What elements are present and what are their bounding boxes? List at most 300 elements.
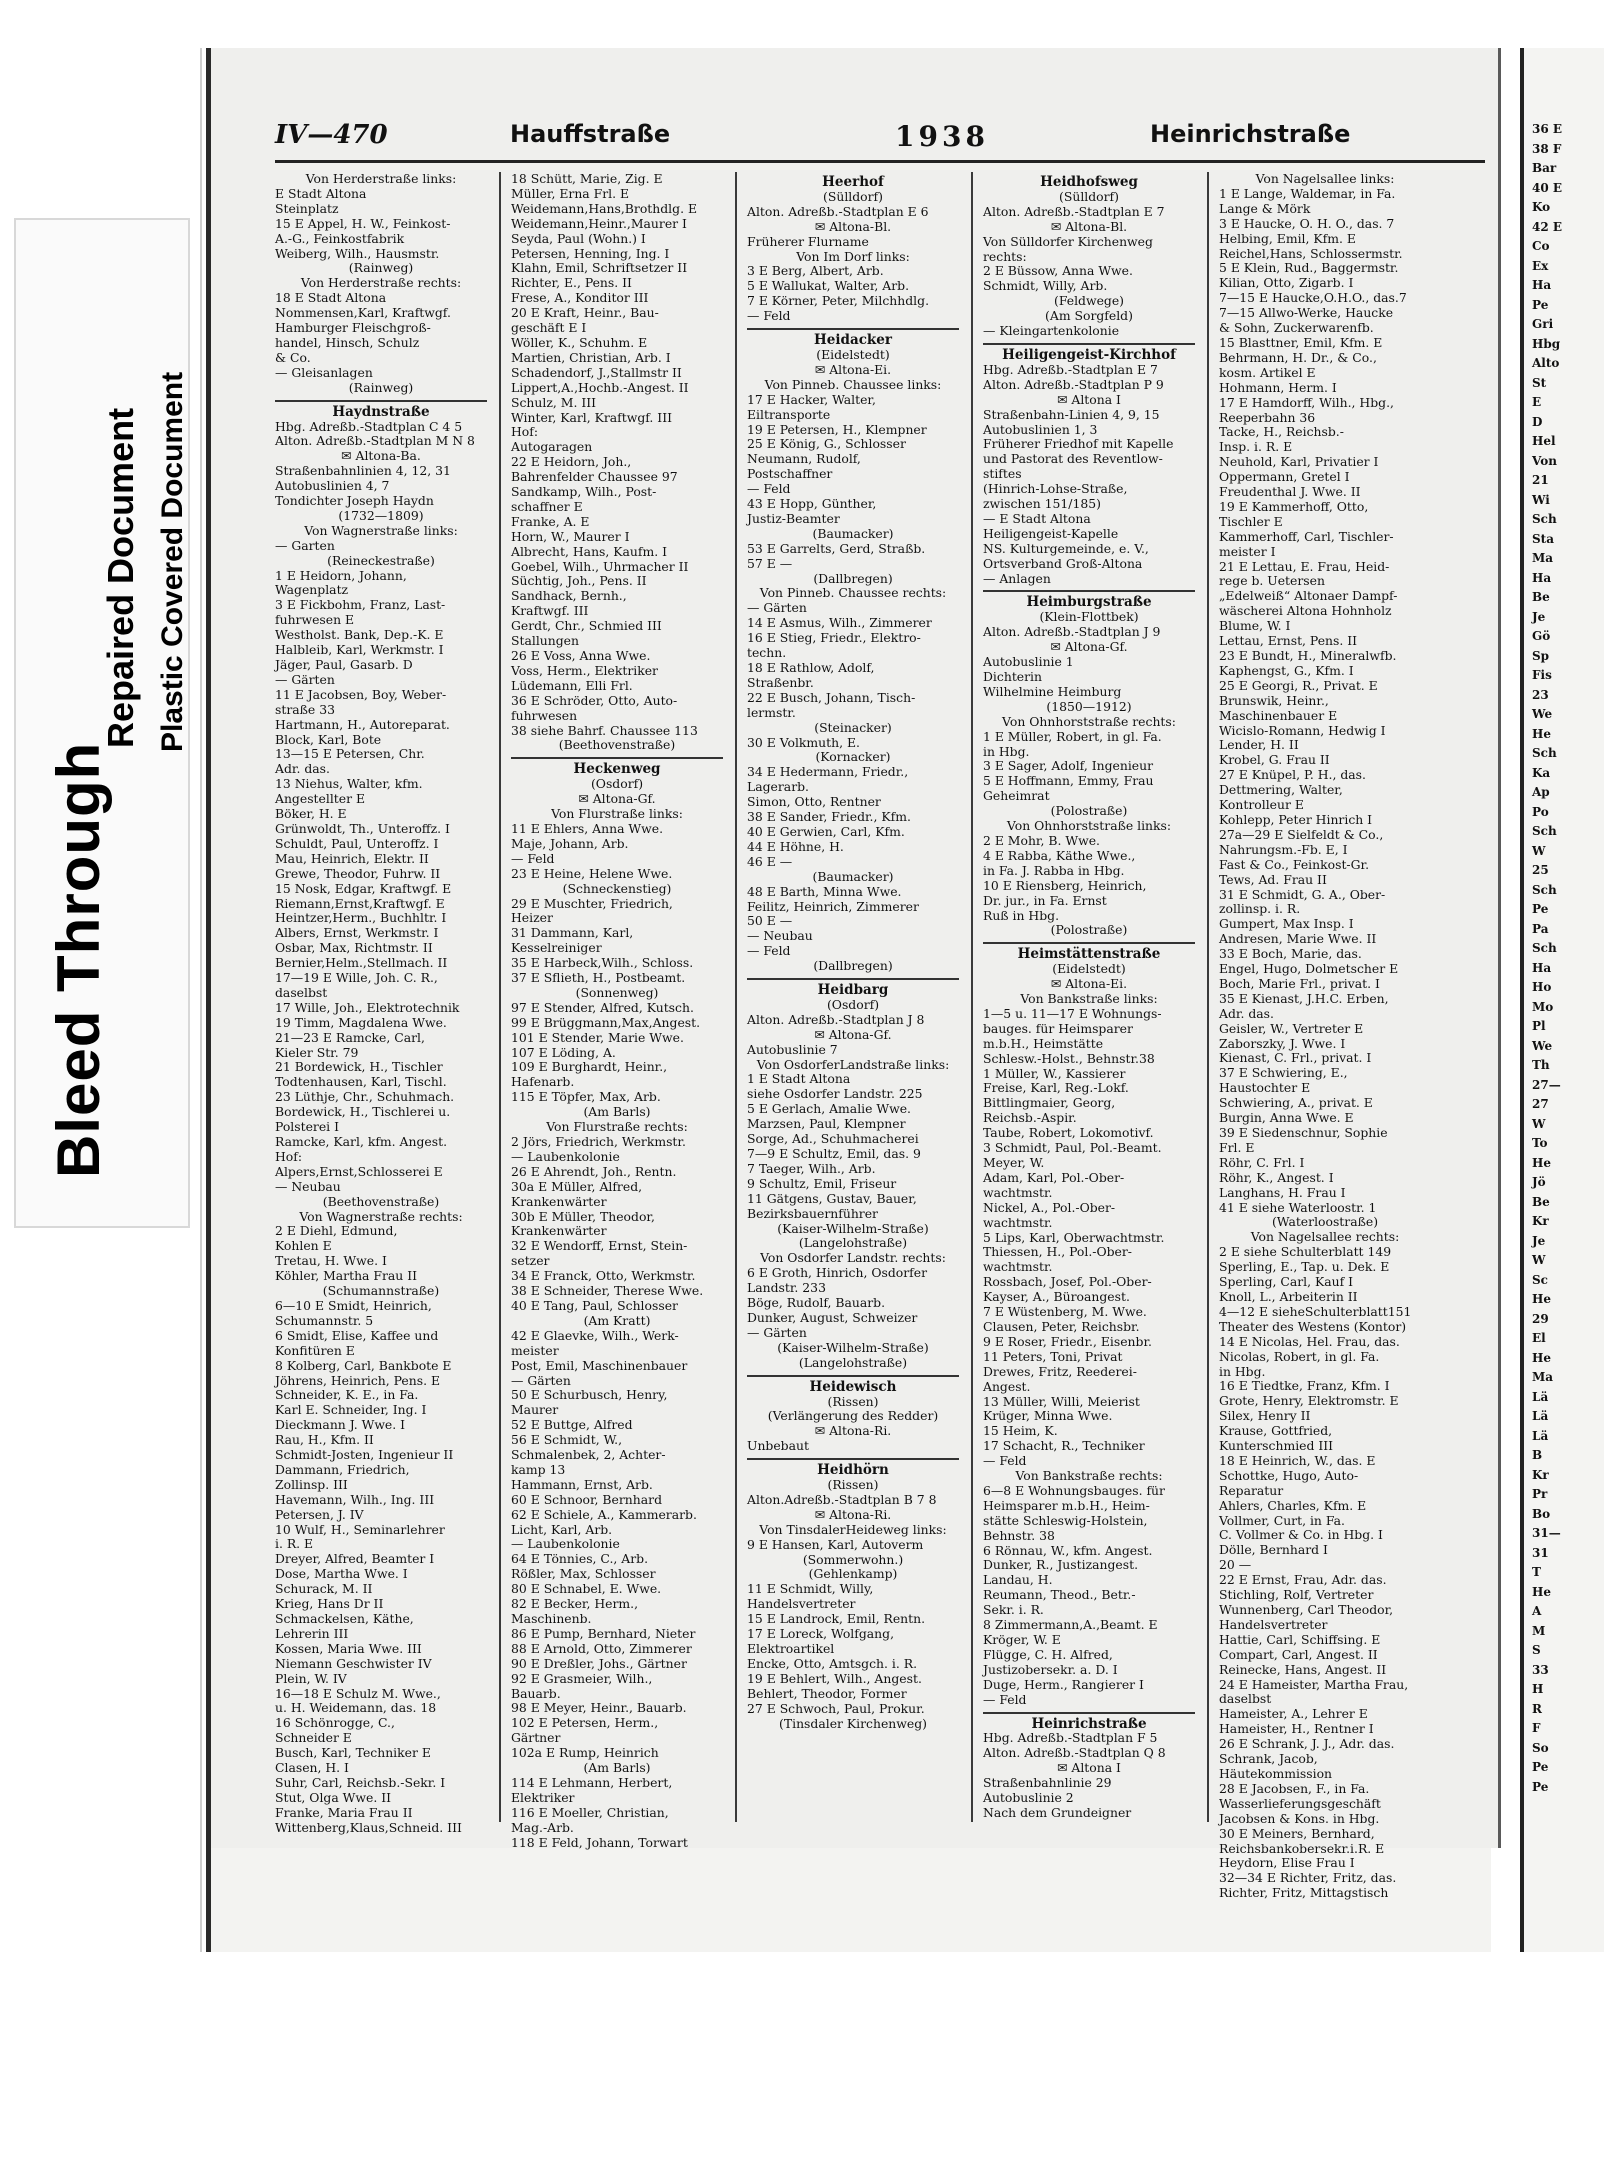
directory-entry: 7—15 E Haucke,O.H.O., das.7 (1219, 290, 1407, 306)
directory-entry: Gumpert, Max Insp. I (1219, 916, 1354, 932)
directory-entry: Lange & Mörk (1219, 200, 1311, 216)
directory-entry: 37 E Schwiering, E., (1219, 1065, 1348, 1081)
directory-entry: (Verlängerung des Redder) (767, 1408, 939, 1424)
directory-entry: Von Ohnhorststraße rechts: (1002, 713, 1176, 729)
adjacent-page-fragment: H (1532, 1682, 1544, 1696)
directory-entry: ✉ Altona-Bl. (1050, 218, 1128, 234)
directory-entry: 102 E Petersen, Herm., (511, 1715, 659, 1731)
directory-entry: (Rainweg) (348, 260, 414, 276)
directory-entry: Grünwoldt, Th., Unteroffz. I (275, 820, 450, 836)
directory-entry: Alton. Adreßb.-Stadtplan E 6 (747, 203, 929, 219)
directory-entry: (Sonnenweg) (575, 984, 659, 1000)
directory-entry: 11 E Schmidt, Willy, (747, 1581, 874, 1597)
adjacent-page-fragment: Alto (1532, 356, 1560, 370)
directory-entry: Hamburger Fleischgroß- (275, 320, 431, 336)
directory-entry: ✉ Altona-Bl. (814, 218, 892, 234)
adjacent-page-fragment: 23 (1532, 687, 1549, 702)
directory-entry: Wittenberg,Klaus,Schneid. III (275, 1819, 462, 1835)
adjacent-page-fragment: We (1532, 1038, 1553, 1053)
directory-entry: (Beethovenstraße) (322, 1193, 440, 1209)
directory-entry: Heydorn, Elise Frau I (1219, 1855, 1355, 1871)
directory-entry: Westholst. Bank, Dep.-K. E (275, 627, 444, 643)
directory-entry: 44 E Höhne, H. (747, 838, 844, 854)
directory-entry: 29 E Muschter, Friedrich, (511, 895, 673, 911)
directory-entry: stiftes (983, 466, 1022, 482)
directory-entry: 19 E Behlert, Wilh., Angest. (747, 1670, 922, 1686)
directory-entry: Alton.Adreßb.-Stadtplan B 7 8 (747, 1491, 937, 1507)
directory-entry: Kossen, Maria Wwe. III (275, 1640, 422, 1656)
street-heading: Heidbarg (817, 982, 889, 999)
directory-entry: Lender, H. II (1219, 737, 1299, 753)
directory-entry: (1850—1912) (1046, 698, 1132, 714)
directory-entry: 19 Timm, Magdalena Wwe. (275, 1014, 447, 1030)
directory-entry: Meyer, W. (983, 1155, 1045, 1170)
directory-entry: Silex, Henry II (1219, 1408, 1311, 1424)
directory-entry: Klahn, Emil, Schriftsetzer II (511, 260, 688, 276)
directory-entry: 30 E Meiners, Bernhard, (1219, 1825, 1375, 1841)
directory-entry: ✉ Altona-Gf. (578, 791, 656, 807)
directory-entry: Tretau, H. Wwe. I (275, 1253, 387, 1269)
directory-entry: 3 E Fickbohm, Franz, Last- (275, 597, 446, 613)
directory-entry: Von Herderstraße rechts: (300, 275, 462, 291)
adjacent-page-fragment: St (1532, 375, 1547, 390)
directory-entry: 9 Schultz, Emil, Friseur (747, 1175, 897, 1191)
directory-entry: (Hinrich-Lohse-Straße, (983, 481, 1128, 497)
page-number: IV—470 (275, 120, 388, 150)
directory-entry: 4—12 E sieheSchulterblatt151 (1219, 1303, 1412, 1319)
directory-entry: 40 E Gerwien, Carl, Kfm. (747, 823, 905, 839)
directory-entry: lermstr. (747, 704, 796, 720)
directory-entry: 27a—29 E Sielfeldt & Co., (1219, 826, 1384, 842)
directory-entry: daselbst (275, 984, 328, 1000)
directory-entry: 46 E — (747, 853, 793, 869)
adjacent-page-fragment: Sch (1532, 941, 1557, 955)
directory-entry: Schneider, K. E., in Fa. (275, 1387, 419, 1403)
directory-entry: Osbar, Max, Richtmstr. II (275, 940, 433, 956)
street-heading: Heerhof (822, 174, 884, 190)
adjacent-page-fragment: 27 (1532, 1097, 1549, 1111)
adjacent-page-fragment: He (1532, 1584, 1551, 1599)
directory-entry: (Osdorf) (826, 996, 880, 1012)
directory-entry: meister (511, 1342, 559, 1358)
header-street-right: Heinrichstraße (1150, 120, 1351, 148)
directory-entry: — Laubenkolonie (511, 1536, 620, 1552)
directory-entry: 7 Taeger, Wilh., Arb. (747, 1160, 876, 1176)
directory-entry: Früherer Friedhof mit Kapelle (983, 436, 1174, 452)
adjacent-page-fragment: Sch (1532, 746, 1557, 760)
directory-entry: Schumannstr. 5 (275, 1312, 374, 1328)
directory-entry: Langhans, H. Frau I (1219, 1184, 1346, 1200)
directory-entry: — Neubau (275, 1178, 341, 1194)
directory-entry: Kilian, Otto, Zigarb. I (1219, 275, 1354, 291)
directory-entry: 17 Wille, Joh., Elektrotechnik (275, 999, 460, 1015)
directory-entry: Zollinsp. III (275, 1476, 348, 1492)
directory-entry: Krause, Gottfried, (1219, 1423, 1333, 1439)
directory-entry: Von Pinneb. Chaussee links: (764, 376, 942, 392)
directory-entry: Albers, Ernst, Werkmstr. I (275, 925, 439, 941)
street-heading: Haydnstraße (332, 403, 430, 420)
directory-entry: rege b. Uetersen (1219, 573, 1325, 589)
directory-entry: 20 E Kraft, Heinr., Bau- (511, 305, 659, 321)
directory-entry: Ramcke, Karl, kfm. Angest. (275, 1134, 448, 1149)
directory-entry: Autobuslinien 4, 7 (275, 478, 390, 494)
directory-entry: Lehrerin III (275, 1625, 349, 1641)
directory-entry: 3 Schmidt, Paul, Pol.-Beamt. (983, 1140, 1162, 1156)
directory-entry: (Rainweg) (348, 379, 414, 395)
directory-entry: Kammerhoff, Carl, Tischler- (1219, 528, 1394, 544)
directory-entry: 38 siehe Bahrf. Chaussee 113 (511, 722, 698, 738)
directory-entry: (Baumacker) (812, 525, 894, 541)
directory-entry: Licht, Karl, Arb. (511, 1521, 613, 1537)
directory-entry: 80 E Schnabel, E. Wwe. (511, 1581, 662, 1597)
directory-entry: Dichterin (983, 669, 1042, 684)
directory-entry: 118 E Feld, Johann, Torwart (511, 1834, 688, 1850)
directory-entry: Jöhrens, Heinrich, Pens. E (275, 1372, 441, 1388)
directory-entry: 33 E Boch, Marie, das. (1219, 946, 1362, 962)
directory-entry: 9 E Roser, Friedr., Eisenbr. (983, 1333, 1152, 1349)
directory-entry: (Am Barls) (583, 1760, 651, 1776)
directory-entry: Engel, Hugo, Dolmetscher E (1219, 961, 1399, 977)
directory-column-3 (747, 172, 959, 1872)
directory-entry: 27 E Knüpel, P. H., das. (1219, 767, 1366, 783)
plastic-covered-stamp: Plastic Covered Document (156, 371, 189, 752)
directory-entry: Krüger, Minna Wwe. (983, 1408, 1113, 1424)
adjacent-page-fragment: S (1532, 1643, 1541, 1657)
directory-entry: Alton. Adreßb.-Stadtplan M N 8 (275, 433, 475, 449)
directory-entry: Tondichter Joseph Haydn (275, 493, 434, 509)
adjacent-page-fragment: W (1532, 1116, 1546, 1131)
directory-entry: — E Stadt Altona (983, 510, 1091, 526)
directory-entry: 109 E Burghardt, Heinr., (511, 1059, 668, 1075)
directory-entry: Clausen, Peter, Reichsbr. (983, 1318, 1140, 1334)
directory-entry: Bordewick, H., Tischlerei u. (275, 1104, 451, 1120)
directory-entry: Schottke, Hugo, Auto- (1219, 1467, 1359, 1483)
directory-entry: Schmidt-Josten, Ingenieur II (275, 1447, 454, 1463)
directory-entry: Heimsparer m.b.H., Heim- (983, 1497, 1150, 1513)
directory-entry: 40 E Tang, Paul, Schlosser (511, 1297, 678, 1313)
directory-entry: 56 E Schmidt, W., (511, 1432, 623, 1448)
directory-entry: Straßenbr. (747, 674, 814, 690)
directory-entry: Haustochter E (1219, 1080, 1311, 1096)
directory-entry: Von Herderstraße links: (305, 171, 457, 186)
directory-entry: Todtenhausen, Karl, Tischl. (275, 1074, 447, 1090)
directory-entry: 86 E Pump, Bernhard, Nieter (511, 1625, 696, 1641)
adjacent-page-fragment: Pa (1532, 921, 1549, 936)
directory-entry: Bernier,Helm.,Stellmach. II (275, 955, 448, 971)
viewer-bottom-margin (0, 1952, 1600, 2177)
directory-entry: 1 E Heidorn, Johann, (275, 567, 407, 583)
directory-entry: Jacobsen & Kons. in Hbg. (1219, 1810, 1380, 1826)
directory-entry: (Rissen) (827, 1393, 879, 1409)
directory-entry: Stut, Olga Wwe. II (275, 1789, 392, 1805)
directory-entry: 102a E Rump, Heinrich (511, 1745, 659, 1761)
directory-entry: 17—19 E Wille, Joh. C. R., (275, 970, 438, 986)
directory-entry: 107 E Löding, A. (511, 1044, 616, 1060)
directory-entry: Alton. Adreßb.-Stadtplan E 7 (983, 203, 1165, 219)
directory-entry: Brunswik, Heinr., (1219, 692, 1329, 708)
directory-entry: Krankenwärter (511, 1193, 607, 1209)
directory-entry: Von Im Dorf links: (796, 248, 910, 264)
column-divider (499, 172, 501, 1822)
directory-entry: Schrank, Jacob, (1219, 1751, 1318, 1767)
directory-entry: 23 E Heine, Helene Wwe. (511, 865, 673, 881)
directory-entry: u. H. Weidemann, das. 18 (275, 1700, 437, 1716)
directory-entry: fuhrwesen (511, 707, 578, 723)
adjacent-page-fragment: Pr (1532, 1487, 1548, 1501)
directory-entry: Grewe, Theodor, Fuhrw. II (275, 865, 441, 881)
directory-entry: Schulz, M. III (511, 394, 597, 410)
directory-entry: ✉ Altona-Gf. (814, 1026, 892, 1042)
directory-entry: Feilitz, Heinrich, Zimmerer (747, 898, 919, 914)
directory-entry: — Gärten (511, 1372, 571, 1388)
directory-entry: Postschaffner (747, 466, 833, 482)
directory-entry: Wagenplatz (275, 582, 349, 598)
directory-entry: 31 Dammann, Karl, (511, 925, 634, 941)
directory-entry: Petersen, Henning, Ing. I (511, 245, 670, 261)
directory-entry: 15 Heim, K. (983, 1423, 1058, 1439)
directory-entry: ✉ Altona I (1057, 1760, 1121, 1776)
directory-entry: siehe Osdorfer Landstr. 225 (747, 1086, 923, 1102)
directory-entry: Schmalenbek, 2, Achter- (511, 1447, 666, 1463)
repaired-document-stamp: Repaired Document (100, 407, 141, 748)
directory-entry: setzer (511, 1253, 550, 1269)
directory-entry: — Feld (983, 1453, 1027, 1469)
directory-entry: Handelsvertreter (747, 1596, 856, 1612)
directory-entry: (Waterloostraße) (1271, 1214, 1379, 1230)
directory-entry: Gärtner (511, 1730, 561, 1746)
street-heading: Heidhörn (817, 1462, 889, 1479)
directory-entry: Theater des Westens (Kontor) (1219, 1318, 1407, 1334)
directory-entry: 60 E Schnoor, Bernhard (511, 1491, 662, 1507)
directory-entry: Hameister, H., Rentner I (1219, 1721, 1374, 1737)
directory-entry: wäscherei Altona Hohnholz (1219, 603, 1392, 619)
directory-entry: Grote, Henry, Elektromstr. E (1219, 1393, 1399, 1409)
directory-entry: Reichsbankobersekr.i.R. E (1219, 1840, 1385, 1856)
header-street-left: Hauffstraße (510, 120, 671, 148)
directory-entry: 101 E Stender, Marie Wwe. (511, 1029, 684, 1045)
adjacent-page-fragment: Lä (1532, 1409, 1549, 1423)
directory-entry: 6—10 E Smidt, Heinrich, (275, 1297, 432, 1313)
section-rule (983, 1712, 1195, 1714)
adjacent-page-fragment: Kr (1532, 1467, 1549, 1482)
adjacent-page-fragment: Ha (1532, 278, 1552, 292)
directory-entry: (Am Sorgfeld) (1045, 308, 1133, 324)
directory-entry: 115 E Töpfer, Max, Arb. (511, 1089, 661, 1105)
directory-entry: A.-G., Feinkostfabrik (275, 230, 405, 246)
directory-entry: Schlesw.-Holst., Behnstr.38 (983, 1050, 1155, 1066)
street-heading: Heimburgstraße (1026, 594, 1152, 611)
directory-entry: 22 E Ernst, Frau, Adr. das. (1219, 1572, 1387, 1588)
street-heading: Heimstättenstraße (1017, 946, 1161, 963)
directory-entry: E Stadt Altona (275, 185, 367, 201)
directory-entry: Fast & Co., Feinkost-Gr. (1219, 856, 1370, 872)
directory-entry: Maurer (511, 1402, 559, 1418)
directory-entry: 41 E siehe Waterloostr. 1 (1219, 1199, 1377, 1215)
directory-entry: 11 E Ehlers, Anna Wwe. (511, 820, 664, 836)
directory-entry: Elektriker (511, 1789, 575, 1805)
directory-entry: Insp. i. R. E (1219, 439, 1293, 455)
street-heading: Heidewisch (809, 1378, 897, 1395)
section-rule (747, 978, 959, 980)
directory-entry: Heiligengeist-Kapelle (983, 525, 1119, 541)
directory-entry: 13 Müller, Willi, Meierist (983, 1393, 1140, 1409)
directory-entry: Alton. Adreßb.-Stadtplan J 9 (983, 624, 1161, 640)
directory-entry: 6 Rönnau, W., kfm. Angest. (983, 1542, 1153, 1558)
directory-entry: Geisler, W., Vertreter E (1219, 1020, 1364, 1036)
directory-entry: Bittlingmaier, Georg, (983, 1095, 1116, 1111)
directory-entry: Ruß in Hbg. (983, 907, 1060, 923)
directory-entry: und Pastorat des Reventlow- (983, 451, 1163, 467)
directory-entry: 24 E Hameister, Martha Frau, (1219, 1676, 1409, 1692)
directory-entry: 34 E Hedermann, Friedr., (747, 764, 909, 780)
adjacent-page-fragment: Sp (1532, 648, 1550, 663)
adjacent-page-fragment: Gri (1532, 317, 1554, 331)
adjacent-page-fragment: R (1532, 1701, 1542, 1716)
directory-entry: Niemann Geschwister IV (275, 1655, 432, 1671)
directory-entry: Mau, Heinrich, Elektr. II (275, 850, 429, 866)
directory-entry: 30a E Müller, Alfred, (511, 1178, 643, 1194)
directory-entry: 90 E Dreßler, Johs., Gärtner (511, 1655, 687, 1671)
directory-entry: Sperling, Carl, Kauf I (1219, 1274, 1354, 1290)
adjacent-page-fragment: Fis (1532, 668, 1552, 682)
directory-entry: Von Nagelsallee links: (1255, 171, 1395, 186)
directory-entry: 7 E Wüstenberg, M. Wwe. (983, 1304, 1147, 1320)
directory-entry: Neuhold, Karl, Privatier I (1219, 454, 1379, 470)
directory-entry: Krobel, G. Frau II (1219, 752, 1330, 768)
directory-entry: 14 E Asmus, Wilh., Zimmerer (747, 615, 932, 631)
directory-entry: Vollmer, Curt, in Fa. (1219, 1512, 1345, 1528)
directory-entry: 5 E Gerlach, Amalie Wwe. (747, 1101, 912, 1117)
directory-entry: 35 E Kienast, J.H.C. Erben, (1219, 990, 1389, 1006)
adjacent-page-fragment: Sc (1532, 1272, 1548, 1287)
adjacent-page-fragment: Gö (1532, 629, 1551, 643)
column-divider (735, 172, 737, 1822)
adjacent-page-fragment: 27— (1532, 1077, 1561, 1092)
directory-entry: 21 E Lettau, E. Frau, Heid- (1219, 558, 1390, 574)
adjacent-page-fragment: Pl (1532, 1019, 1546, 1033)
directory-entry: Simon, Otto, Rentner (747, 794, 881, 810)
directory-entry: Lippert,A.,Hochb.-Angest. II (511, 379, 689, 395)
directory-entry: Schwiering, A., privat. E (1219, 1095, 1373, 1111)
directory-entry: 9 E Hansen, Karl, Autoverm (747, 1536, 924, 1552)
directory-entry: 38 E Schneider, Therese Wwe. (511, 1283, 704, 1299)
directory-entry: (Polostraße) (1050, 803, 1128, 819)
directory-entry: Zaborszky, J. Wwe. I (1219, 1035, 1346, 1051)
section-rule (983, 343, 1195, 345)
directory-entry: 50 E Schurbusch, Henry, (511, 1387, 668, 1403)
directory-entry: 6—8 E Wohnungsbauges. für (983, 1482, 1165, 1498)
column-divider (971, 172, 973, 1822)
directory-entry: (Am Kratt) (583, 1312, 651, 1328)
directory-entry: 39 E Siedenschnur, Sophie (1219, 1125, 1388, 1140)
directory-entry: (Langelohstraße) (798, 1235, 908, 1251)
directory-entry: Clasen, H. I (275, 1760, 349, 1776)
directory-entry: Bezirksbauernführer (747, 1205, 878, 1221)
directory-entry: „Edelweiß“ Altonaer Dampf- (1219, 588, 1398, 604)
directory-entry: (Feldwege) (1053, 293, 1125, 309)
directory-entry: (Sülldorf) (823, 188, 883, 204)
adjacent-page-fragment: Co (1532, 239, 1550, 253)
directory-entry: zollinsp. i. R. (1219, 901, 1301, 917)
directory-entry: Von Wagnerstraße rechts: (299, 1208, 463, 1224)
directory-entry: (Polostraße) (1050, 922, 1128, 938)
directory-entry: 18 Schütt, Marie, Zig. E (511, 171, 663, 186)
directory-entry: Post, Emil, Maschinenbauer (511, 1357, 688, 1373)
directory-entry: Voss, Herm., Elektriker (511, 662, 658, 678)
directory-entry: ✉ Altona-Gf. (1050, 639, 1128, 655)
adjacent-page-edge (1520, 48, 1604, 1952)
directory-entry: Von Flurstraße links: (551, 806, 683, 822)
directory-entry: Hbg. Adreßb.-Stadtplan E 7 (983, 361, 1158, 377)
adjacent-page-fragment: We (1532, 707, 1553, 721)
directory-entry: Taube, Robert, Lokomotivf. (983, 1125, 1154, 1141)
directory-entry: Süchtig, Joh., Pens. II (511, 573, 647, 589)
directory-entry: 1 E Lange, Waldemar, in Fa. (1219, 185, 1396, 201)
directory-entry: Nommensen,Karl, Kraftwgf. (275, 305, 451, 321)
directory-entry: Kesselreiniger (511, 940, 602, 956)
directory-entry: Dettmering, Walter, (1219, 782, 1343, 798)
directory-entry: 15 E Landrock, Emil, Rentn. (747, 1611, 926, 1627)
directory-entry: Goebel, Wilh., Uhrmacher II (511, 558, 689, 574)
directory-entry: 98 E Meyer, Heinr., Bauarb. (511, 1700, 687, 1716)
directory-entry: Dreyer, Alfred, Beamter I (275, 1551, 435, 1567)
directory-entry: 18 E Heinrich, W., das. E (1219, 1452, 1376, 1468)
adjacent-page-fragment: F (1532, 1721, 1541, 1735)
street-heading: Heiligengeist-Kirchhof (1002, 346, 1176, 363)
directory-entry: 36 E Schröder, Otto, Auto- (511, 692, 678, 708)
adjacent-page-fragment: Kr (1532, 1214, 1549, 1228)
directory-entry: (Schneckenstieg) (562, 880, 672, 896)
directory-entry: 6 Smidt, Elise, Kaffee und (275, 1327, 439, 1343)
directory-entry: Häutekommission (1219, 1765, 1333, 1781)
directory-entry: (Dallbregen) (813, 570, 893, 586)
directory-entry: Drewes, Fritz, Reederei- (983, 1363, 1137, 1379)
directory-entry: Reichel,Hans, Schlossermstr. (1219, 245, 1403, 261)
adjacent-page-fragment: 25 (1532, 863, 1549, 877)
directory-entry: 34 E Franck, Otto, Werkmstr. (511, 1268, 696, 1284)
directory-entry: Busch, Karl, Techniker E (275, 1745, 431, 1761)
directory-entry: techn. (747, 645, 787, 661)
directory-entry: — Laubenkolonie (511, 1148, 620, 1164)
directory-entry: Block, Karl, Bote (275, 731, 382, 747)
directory-entry: schaffner E (511, 498, 583, 514)
directory-entry: 38 E Sander, Friedr., Kfm. (747, 809, 911, 825)
directory-column-1 (275, 172, 487, 1872)
directory-entry: 5 Lips, Karl, Oberwachtmstr. (983, 1229, 1165, 1245)
directory-entry: (Reineckestraße) (327, 552, 435, 568)
adjacent-page-fragment: T (1532, 1565, 1541, 1579)
directory-entry: (Gehlenkamp) (808, 1566, 898, 1582)
directory-entry: fuhrwesen E (275, 612, 355, 628)
directory-entry: (1732—1809) (338, 507, 424, 523)
directory-entry: (Klein-Flottbek) (1039, 609, 1139, 625)
page-header (275, 114, 1485, 163)
directory-entry: Rau, H., Kfm. II (275, 1432, 374, 1448)
directory-entry: Konfitüren E (275, 1342, 355, 1358)
directory-entry: Von Pinneb. Chaussee rechts: (759, 585, 947, 601)
directory-entry: Landau, H. (983, 1572, 1053, 1588)
adjacent-page-fragment: Bo (1532, 1506, 1551, 1521)
directory-entry: 15 Blasttner, Emil, Kfm. E (1219, 334, 1383, 350)
directory-entry: NS. Kulturgemeinde, e. V., (983, 540, 1149, 556)
directory-entry: Maschinenb. (511, 1611, 592, 1626)
adjacent-page-fragment: A (1532, 1604, 1542, 1618)
adjacent-page-fragment: Lä (1532, 1428, 1549, 1443)
directory-entry: Weidemann,Hans,Brothdlg. E (511, 200, 697, 216)
directory-entry: Kontrolleur E (1219, 797, 1304, 813)
adjacent-page-fragment: W (1532, 1253, 1546, 1267)
directory-entry: 97 E Stender, Alfred, Kutsch. (511, 999, 694, 1015)
